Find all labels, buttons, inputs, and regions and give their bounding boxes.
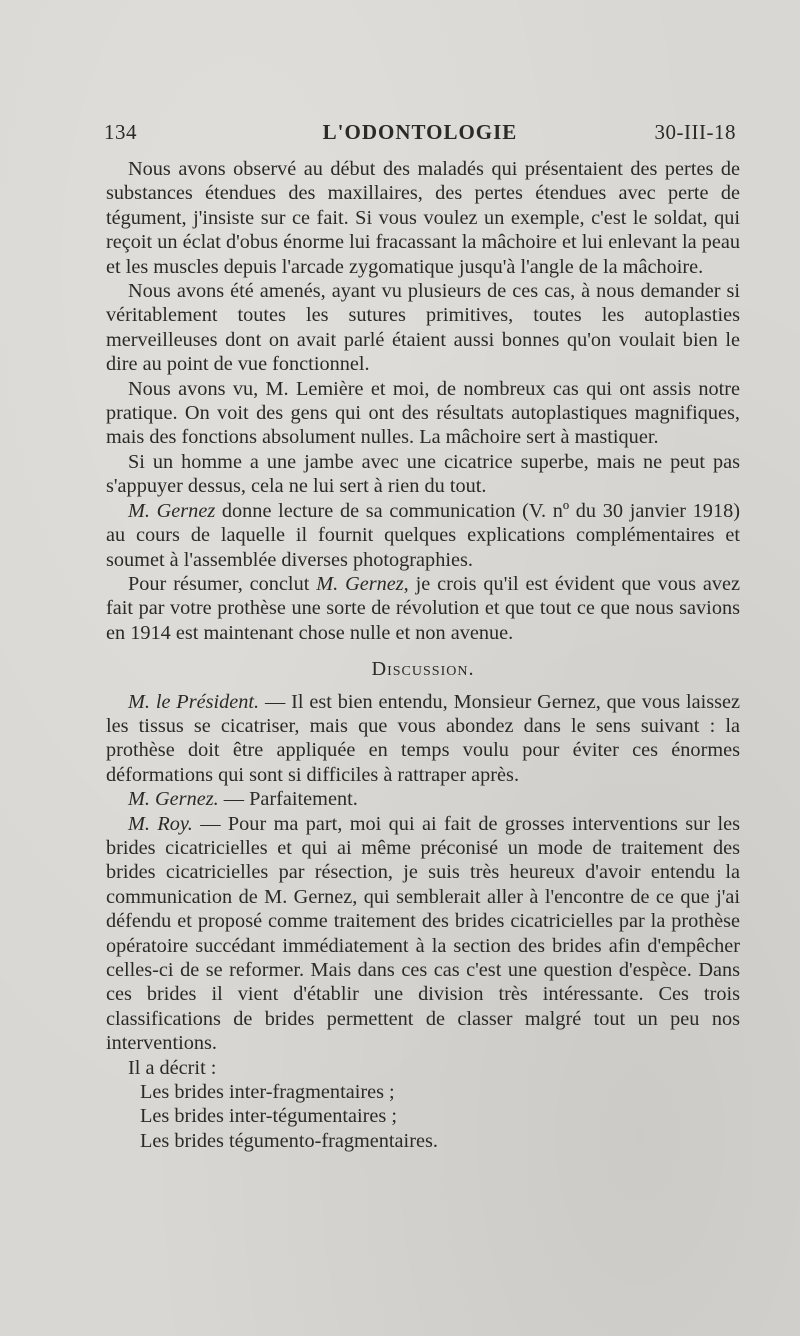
article-body (106, 157, 740, 1153)
list-item: Les brides inter-tégumentaires ; (140, 1105, 397, 1128)
speaker-name: M. Gernez (128, 499, 216, 522)
discussion-heading: Discussion. (371, 658, 475, 681)
running-header (104, 120, 736, 148)
speaker-name: M. le Président. (128, 690, 260, 713)
speaker-name: M. Roy. (128, 812, 193, 835)
paragraph-6-lead: Pour résumer, conclut (128, 572, 317, 595)
issue-date: 30-III-18 (654, 120, 736, 144)
list-item: Les brides tégumento-fragmentaires. (140, 1129, 438, 1152)
paragraph-3: Nous avons vu, M. Lemière et moi, de nombreux cas qui ont assis notre pratique. On voit des gens qui ont des résultats autoplastiques magnifiques, mais des fonctions absolument nulles. La mâchoire sert à mastiquer. (106, 377, 740, 449)
paragraph-9 (106, 812, 740, 1056)
journal-title: L'ODONTOLOGIE (322, 120, 518, 144)
paragraph-10: Il a décrit : (128, 1056, 217, 1079)
paragraph-9-text: — Pour ma part, moi qui ai fait de grosses interventions sur les brides cicatricielles et qui ai même préconisé un mode de traitement des brides cicatricielles par résection, je suis très heureux d'avoir entendu la communication de M. Gernez, qui semblerait aller à l'encontre de ce que j'ai défendu et proposé comme traitement des brides cicatricielles par la prothèse opératoire succédant immédiatement à la section des brides afin d'empêcher celles-ci de se reformer. Mais dans ces cas c'est une question d'espèce. Dans ces brides il vient d'établir une division très intéressante. Ces trois classifications de brides permettent de classer malgré tout un peu nos interventions. (106, 812, 740, 1055)
paragraph-8-text: — Parfaitement. (218, 788, 358, 811)
paragraph-4: Si un homme a une jambe avec une cicatrice superbe, mais ne peut pas s'appuyer dessus, cela ne lui sert à rien du tout. (106, 450, 740, 498)
list-item: Les brides inter-fragmentaires ; (140, 1081, 395, 1104)
speaker-name: M. Gernez (316, 572, 404, 595)
paragraph-5-text: donne lecture de sa communication (V. nº du 30 janvier 1918) au cours de laquelle il fournit quelques explications complémentaires et soumet à l'assemblée diverses photographies. (106, 499, 740, 571)
paragraph-7-text: — Il est bien entendu, Monsieur Gernez, que vous laissez les tissus se cicatriser, mais que vous abondez dans le sens suivant : la prothèse doit être appliquée en temps voulu pour éviter ces énormes déformations qui sont si difficiles à rattraper après. (106, 690, 740, 786)
paragraph-7 (106, 690, 740, 788)
paragraph-8 (106, 787, 740, 811)
speaker-name: M. Gernez. (128, 788, 219, 811)
paragraph-5 (106, 499, 740, 572)
page-number: 134 (104, 120, 137, 144)
paragraph-1: Nous avons observé au début des maladés qui présentaient des pertes de substances étendues des maxillaires, des pertes étendues avec perte de tégument, j'insiste sur ce fait. Si vous voulez un exemple, c'est le soldat, qui reçoit un éclat d'obus énorme lui fracassant la mâchoire et lui enlevant la peau et les muscles depuis l'arcade zygomatique jusqu'à l'angle de la mâchoire. (106, 158, 740, 278)
paragraph-6-text: , je crois qu'il est évident que vous avez fait par votre prothèse une sorte de révolution et que tout ce que nous savions en 1914 est maintenant chose nulle et non avenue. (106, 572, 740, 644)
paragraph-2: Nous avons été amenés, ayant vu plusieurs de ces cas, à nous demander si véritablement toutes les sutures primitives, toutes les autoplasties merveilleuses dont on avait parlé étaient aussi bonnes qu'on voulait bien le dire au point de vue fonctionnel. (106, 280, 740, 376)
paragraph-6 (106, 572, 740, 645)
